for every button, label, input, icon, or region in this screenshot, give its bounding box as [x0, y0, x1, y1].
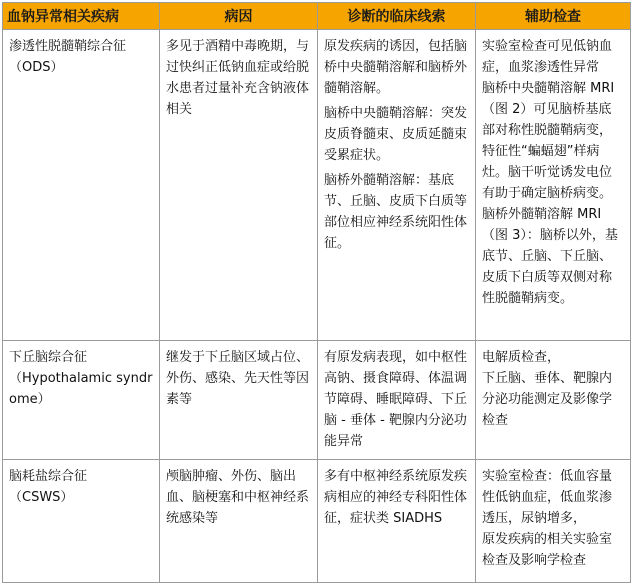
- cell-disease: 下丘脑综合征 （Hypothalamic syndrome）: [3, 341, 160, 460]
- header-exams: 辅助检查: [476, 3, 631, 30]
- clue-paragraph: 原发疾病的诱因，包括脑桥中央髓鞘溶解和脑桥外髓鞘溶解。: [324, 39, 468, 96]
- header-disease: 血钠异常相关疾病: [3, 3, 160, 30]
- cell-exams: 实验室检查可见低钠血症，血浆渗透性异常 脑桥中央髓鞘溶解 MRI（图 2）可见脑桥基底部对称性脱髓鞘病变，特征性“蝙蝠翅”样病灶。脑干听觉诱发电位有助于确定脑桥病变。 脑桥外髓鞘溶解 MRI（图 3）：脑桥以外，基底节、丘脑、下丘脑、皮质下白质等双侧对称性脱髓鞘病变。: [476, 30, 631, 341]
- cell-disease: 脑耗盐综合征 （CSWS）: [3, 460, 160, 583]
- cell-cause: 多见于酒精中毒晚期，与过快纠正低钠血症或给脱水患者过量补充含钠液体相关: [160, 30, 318, 341]
- clue-paragraph: 脑桥中央髓鞘溶解：突发皮质脊髓束、皮质延髓束受累症状。: [324, 106, 468, 163]
- header-clues: 诊断的临床线索: [318, 3, 476, 30]
- cell-clues: [318, 30, 476, 341]
- cell-cause: 颅脑肿瘤、外伤、脑出血、脑梗塞和中枢神经系统感染等: [160, 460, 318, 583]
- cell-clues: [318, 460, 476, 583]
- table-row: [3, 341, 631, 460]
- clue-paragraph: 有原发病表现，如中枢性高钠、摄食障碍、体温调节障碍、睡眠障碍、下丘脑 - 垂体 - 靶腺内分泌功能异常: [324, 350, 468, 449]
- clue-paragraph: 脑桥外髓鞘溶解：基底节、丘脑、皮质下白质等部位相应神经系统阳性体征。: [324, 173, 468, 251]
- table-row: [3, 30, 631, 341]
- header-cause: 病因: [160, 3, 318, 30]
- cell-clues: [318, 341, 476, 460]
- cell-disease: 渗透性脱髓鞘综合征 （ODS）: [3, 30, 160, 341]
- cell-cause: 继发于下丘脑区域占位、外伤、感染、先天性等因素等: [160, 341, 318, 460]
- cell-exams: 实验室检查：低血容量性低钠血症，低血浆渗透压，尿钠增多， 原发疾病的相关实验室检查及影响学检查: [476, 460, 631, 583]
- cell-exams: 电解质检查， 下丘脑、垂体、靶腺内分泌功能测定及影像学检查: [476, 341, 631, 460]
- clue-paragraph: 多有中枢神经系统原发疾病相应的神经专科阳性体征，症状类 SIADHS: [324, 469, 468, 526]
- table-row: [3, 460, 631, 583]
- sodium-disorder-table: [2, 2, 631, 583]
- table-header-row: [3, 3, 631, 30]
